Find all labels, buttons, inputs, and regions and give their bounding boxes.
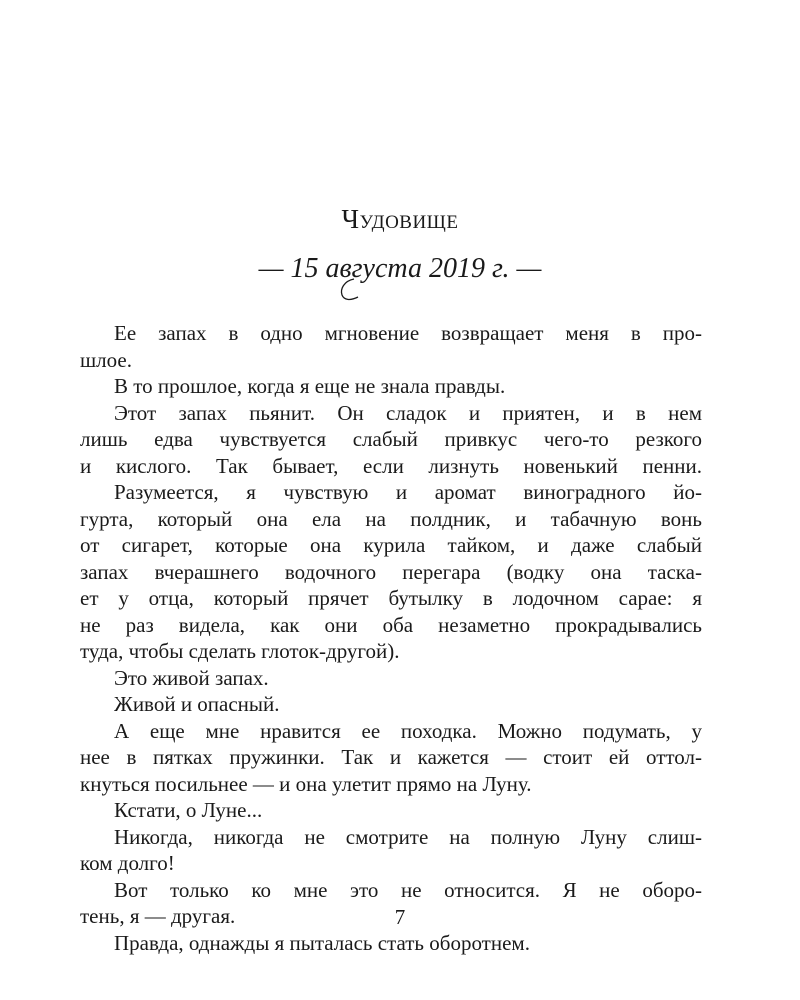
text-line: нее в пятках пружинки. Так и кажется — стоит ей оттол- xyxy=(80,745,702,769)
text-line: А еще мне нравится ее походка. Можно подумать, у xyxy=(114,718,702,743)
text-line: от сигарет, которые она курила тайком, и даже слабый xyxy=(80,533,702,557)
text-line: и кислого. Так бывает, если лизнуть новенький пенни. xyxy=(80,453,702,478)
text-line: ком долго! xyxy=(80,851,175,875)
text-line: кнуться посильнее — и она улетит прямо на Луну. xyxy=(80,771,532,796)
text-line: запах вчерашнего водочного перегара (водку она таска- xyxy=(80,559,702,584)
chapter-body xyxy=(80,320,702,956)
text-line: В то прошлое, когда я еще не знала правды. xyxy=(114,374,506,398)
date-swash-ornament xyxy=(334,275,364,303)
text-line: туда, чтобы сделать глоток-другой). xyxy=(80,639,400,663)
chapter-date xyxy=(0,253,800,285)
text-line: тень, я — другая. xyxy=(80,904,236,928)
page-number: 7 xyxy=(394,905,406,929)
text-line: Правда, однажды я пыталась стать оборотнем. xyxy=(114,930,530,955)
text-line: шлое. xyxy=(80,347,132,372)
text-line: гурта, который она ела на полдник, и табачную вонь xyxy=(80,506,702,531)
text-line: лишь едва чувствуется слабый привкус чего-то резкого xyxy=(80,427,702,451)
text-line: Кстати, о Луне... xyxy=(114,798,263,822)
text-line: Этот запах пьянит. Он сладок и приятен, и в нем xyxy=(114,400,702,425)
text-line: Никогда, никогда не смотрите на полную Луну слиш- xyxy=(114,824,702,849)
text-line: Разумеется, я чувствую и аромат виноградного йо- xyxy=(114,480,702,504)
text-line: Живой и опасный. xyxy=(114,692,280,716)
chapter-date-text: — 15 августа 2019 г. — xyxy=(258,253,542,284)
text-line: Это живой запах. xyxy=(114,665,269,690)
text-line: Вот только ко мне это не относится. Я не оборо- xyxy=(114,877,702,902)
text-line: не раз видела, как они оба незаметно прокрадывались xyxy=(80,612,702,637)
text-line: ет у отца, который прячет бутылку в лодочном сарае: я xyxy=(80,586,702,610)
chapter-title: Чудовище xyxy=(341,204,459,234)
text-line: Ее запах в одно мгновение возвращает меня в про- xyxy=(114,321,702,345)
